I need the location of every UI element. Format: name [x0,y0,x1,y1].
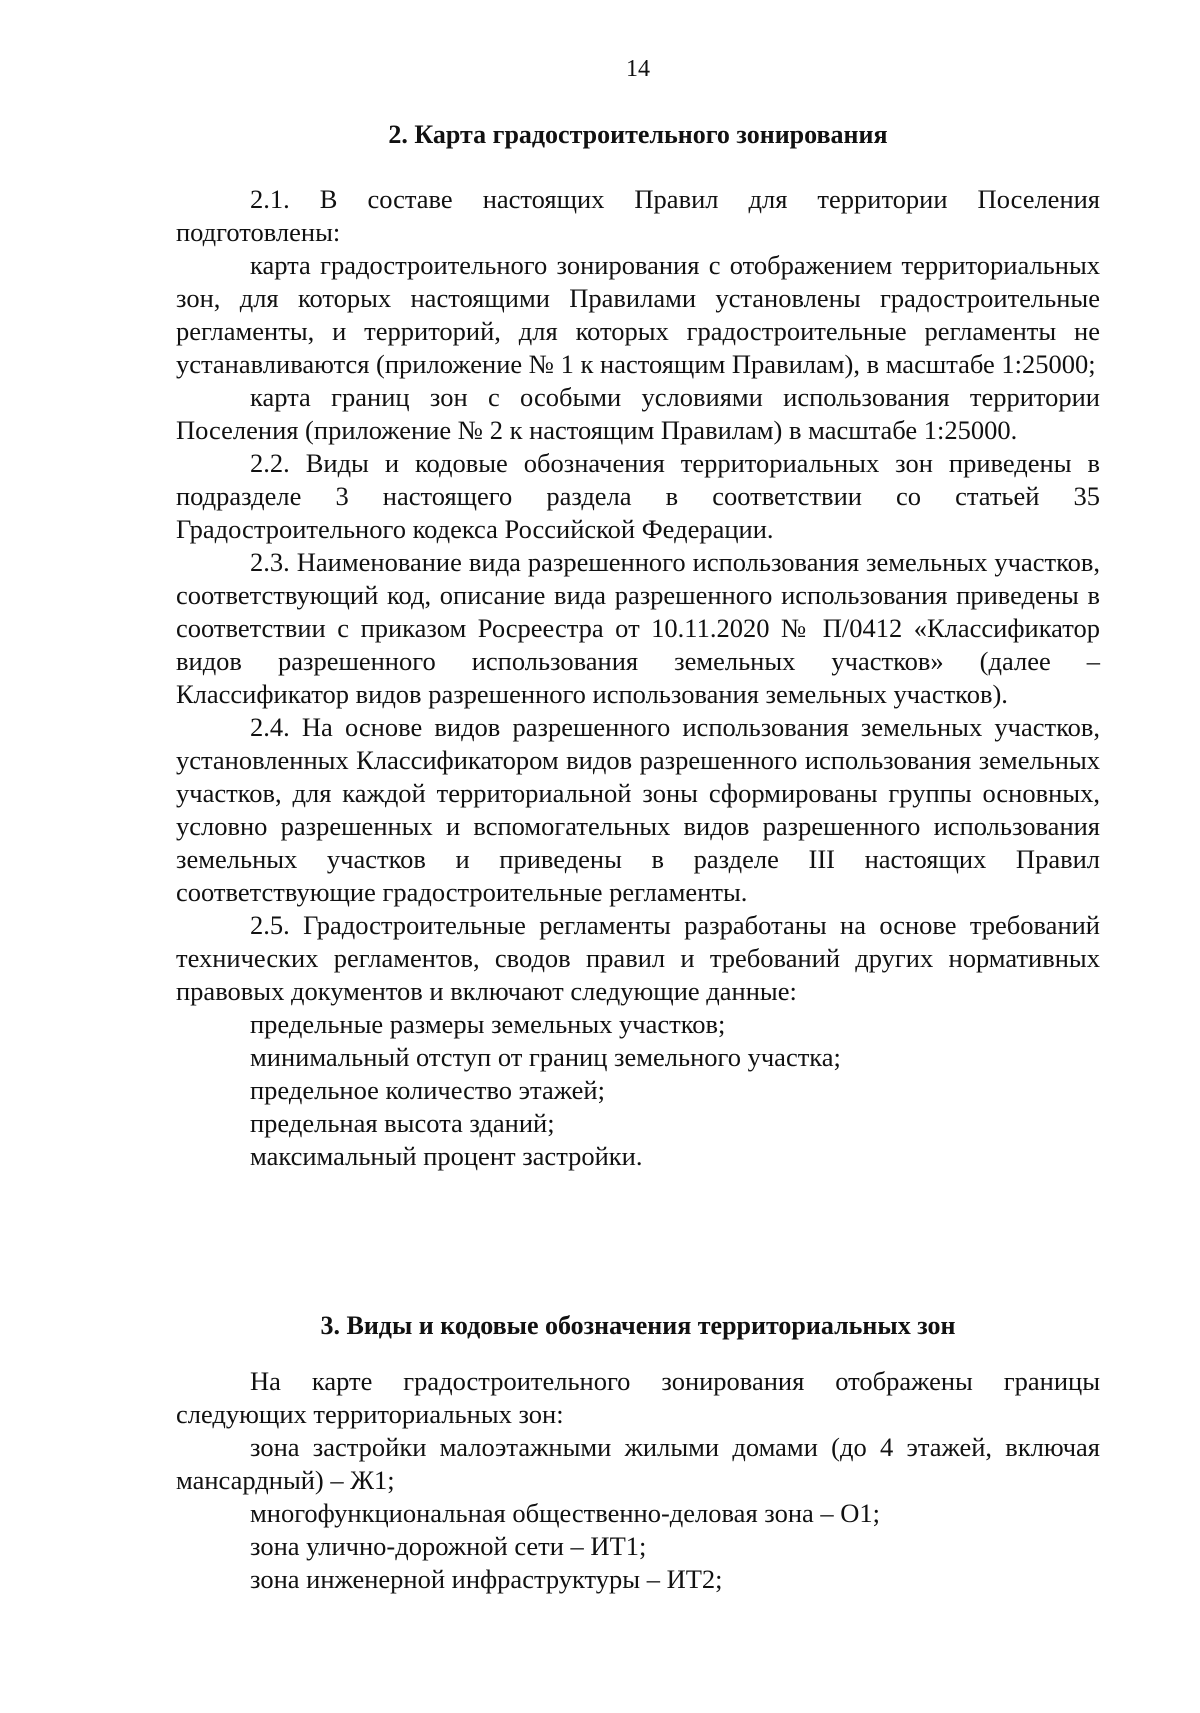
page-number: 14 [626,56,650,82]
section-2-title: 2. Карта градостроительного зонирования [388,120,888,149]
paragraph-zoning-map: карта градостроительного зонирования с отображением территориальных зон, для которых настоящими Правилами установлены градостроительные регламенты, и территорий, для которых градостроительные регламенты не устанавливаются (приложение № 1 к настоящим Правилам), в масштабе 1:25000; [176,250,1100,379]
section-3-body [176,1365,1100,1596]
list-item: минимальный отступ от границ земельного участка; [250,1042,841,1072]
paragraph-2-4: 2.4. На основе видов разрешенного использования земельных участков, установленных Классификатором видов разрешенного использования земельных участков, для каждой территориальной зоны сформированы группы основных, условно разрешенных и вспомогательных видов разрешенного использования земельных участков и приведены в разделе III настоящих Правил соответствующие градостроительные регламенты. [176,712,1100,907]
paragraph-2-1: 2.1. В составе настоящих Правил для территории Поселения подготовлены: [176,184,1100,247]
list-item: предельная высота зданий; [250,1108,555,1138]
paragraph-2-5: 2.5. Градостроительные регламенты разработаны на основе требований технических регламентов, сводов правил и требований других нормативных правовых документов и включают следующие данные: [176,910,1100,1006]
paragraph-2-2: 2.2. Виды и кодовые обозначения территориальных зон приведены в подразделе 3 настоящего раздела в соответствии со статьей 35 Градостроительного кодекса Российской Федерации. [176,448,1100,544]
list-item: предельные размеры земельных участков; [250,1009,726,1039]
zone-item: многофункциональная общественно-деловая зона – О1; [250,1498,881,1528]
paragraph-section-3-intro: На карте градостроительного зонирования отображены границы следующих территориальных зон: [176,1366,1100,1429]
paragraph-special-zones-map: карта границ зон с особыми условиями использования территории Поселения (приложение № 2 к настоящим Правилам) в масштабе 1:25000. [176,382,1100,445]
list-item: предельное количество этажей; [250,1075,605,1105]
zone-item: зона инженерной инфраструктуры – ИТ2; [250,1564,723,1594]
list-item: максимальный процент застройки. [250,1141,643,1171]
section-3-title: 3. Виды и кодовые обозначения территориальных зон [320,1311,956,1340]
section-2-body [176,183,1100,1173]
zone-item: зона застройки малоэтажными жилыми домами (до 4 этажей, включая мансардный) – Ж1; [176,1432,1100,1495]
paragraph-2-3: 2.3. Наименование вида разрешенного использования земельных участков, соответствующий код, описание вида разрешенного использования приведены в соответствии с приказом Росреестра от 10.11.2020 № П/0412 «Классификатор видов разрешенного использования земельных участков» (далее – Классификатор видов разрешенного использования земельных участков). [176,547,1100,709]
zone-item: зона улично-дорожной сети – ИТ1; [250,1531,647,1561]
